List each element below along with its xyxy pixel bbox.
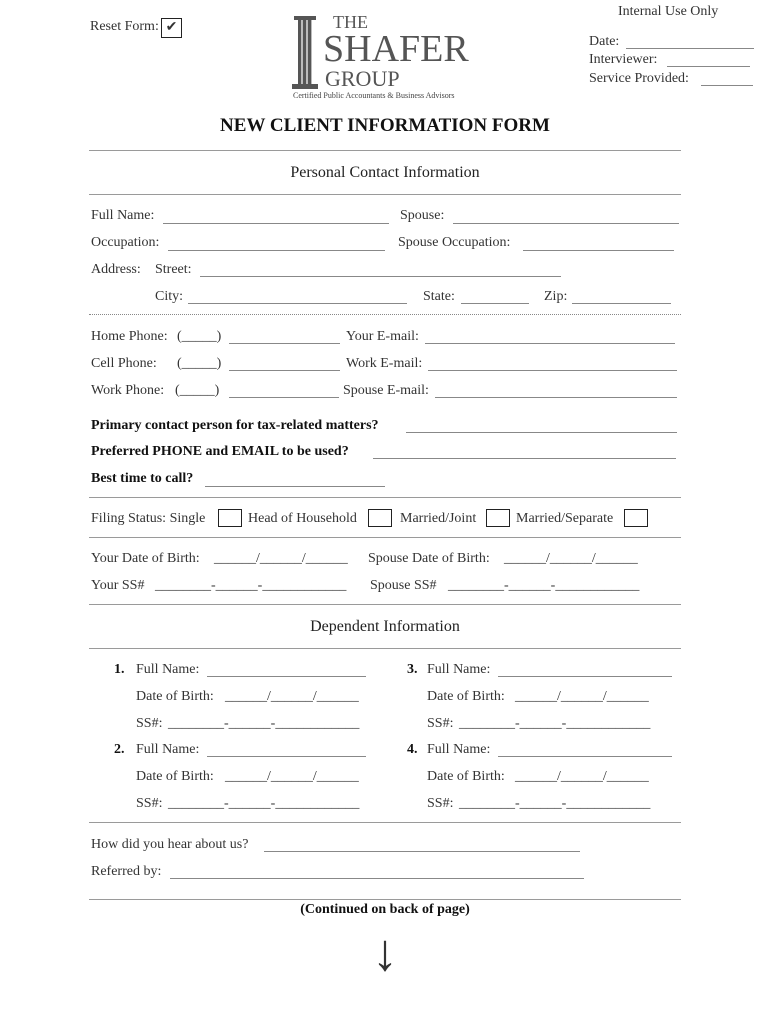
full-name-label: Full Name: [91,208,155,223]
city-label: City: [155,289,184,304]
zip-field[interactable] [572,303,671,304]
work-phone-field[interactable] [229,397,339,398]
dependent-section-heading: Dependent Information [310,618,460,635]
your-email-label: Your E-mail: [346,329,419,344]
logo-group: GROUP [325,66,400,91]
dependent-4-dob-label: Date of Birth: [427,769,505,784]
divider [89,150,681,151]
married-joint-label: Married/Joint [400,511,477,526]
dependent-2-number: 2. [114,742,125,757]
divider [89,537,681,538]
divider [89,497,681,498]
single-checkbox[interactable] [218,509,242,527]
zip-label: Zip: [544,289,568,304]
form-title: NEW CLIENT INFORMATION FORM [220,115,550,136]
dependent-2-ss-label: SS#: [136,796,163,811]
interviewer-label: Interviewer: [589,52,658,67]
occupation-label: Occupation: [91,235,160,250]
reset-form-label: Reset Form: [90,19,159,34]
spouse-label: Spouse: [400,208,445,223]
primary-contact-label: Primary contact person for tax-related matters? [91,418,379,433]
married-separate-checkbox[interactable] [624,509,648,527]
check-icon: ✔ [165,20,178,35]
dependent-3-name-field[interactable] [498,676,672,677]
logo-shafer: SHAFER [323,28,469,70]
spouse-dob-label: Spouse Date of Birth: [368,551,490,566]
logo-pillar-shaft [298,20,312,84]
divider [89,314,681,315]
work-phone-label: Work Phone: [91,383,165,398]
dependent-3-dob-field[interactable]: ______/______/______ [515,689,649,704]
your-ss-label: Your SS# [91,578,145,593]
divider [89,604,681,605]
dependent-2-name-field[interactable] [207,756,366,757]
preferred-phone-email-field[interactable] [373,458,676,459]
dependent-2-dob-label: Date of Birth: [136,769,214,784]
dependent-4-ss-label: SS#: [427,796,454,811]
dependent-4-dob-field[interactable]: ______/______/______ [515,769,649,784]
head-of-household-label: Head of Household [248,511,357,526]
personal-section-heading: Personal Contact Information [290,164,480,181]
internal-use-label: Internal Use Only [618,4,719,19]
spouse-ss-label: Spouse SS# [370,578,437,593]
dependent-4-ss-field[interactable]: ________-______-____________ [459,796,651,811]
hear-about-us-field[interactable] [264,851,580,852]
address-label: Address: [91,262,141,277]
hear-about-us-label: How did you hear about us? [91,837,249,852]
dependent-2-name-label: Full Name: [136,742,200,757]
spouse-occupation-field[interactable] [523,250,674,251]
service-provided-field[interactable] [701,85,753,86]
dependent-2-dob-field[interactable]: ______/______/______ [225,769,359,784]
cell-phone-area-code[interactable]: (_____) [177,356,222,371]
primary-contact-field[interactable] [406,432,677,433]
dependent-1-dob-label: Date of Birth: [136,689,214,704]
dependent-1-ss-label: SS#: [136,716,163,731]
logo-tagline: Certified Public Accountants & Business Advisors [293,91,455,100]
filing-status-single-label: Filing Status: Single [91,511,206,526]
dependent-1-dob-field[interactable]: ______/______/______ [225,689,359,704]
dependent-4-name-field[interactable] [498,756,672,757]
full-name-field[interactable] [163,223,389,224]
best-time-label: Best time to call? [91,471,194,486]
dependent-3-dob-label: Date of Birth: [427,689,505,704]
continued-note: (Continued on back of page) [300,902,470,917]
divider [89,899,681,900]
head-of-household-checkbox[interactable] [368,509,392,527]
date-field[interactable] [626,48,754,49]
best-time-field[interactable] [205,486,385,487]
preferred-phone-email-label: Preferred PHONE and EMAIL to be used? [91,444,349,459]
dependent-3-ss-label: SS#: [427,716,454,731]
occupation-field[interactable] [168,250,385,251]
home-phone-label: Home Phone: [91,329,168,344]
married-joint-checkbox[interactable] [486,509,510,527]
referred-by-field[interactable] [170,878,584,879]
home-phone-area-code[interactable]: (_____) [177,329,222,344]
dependent-1-name-label: Full Name: [136,662,200,677]
interviewer-field[interactable] [667,66,750,67]
street-field[interactable] [200,276,561,277]
work-email-field[interactable] [428,370,677,371]
state-field[interactable] [461,303,529,304]
your-email-field[interactable] [425,343,675,344]
your-ss-field[interactable]: ________-______-____________ [155,578,347,593]
dependent-3-number: 3. [407,662,418,677]
cell-phone-field[interactable] [229,370,340,371]
date-label: Date: [589,34,620,49]
work-email-label: Work E-mail: [346,356,423,371]
home-phone-field[interactable] [229,343,340,344]
your-dob-field[interactable]: ______/______/______ [214,551,348,566]
logo-the: THE [333,12,368,32]
city-field[interactable] [188,303,407,304]
spouse-field[interactable] [453,223,679,224]
dependent-1-number: 1. [114,662,125,677]
divider [89,648,681,649]
street-label: Street: [155,262,192,277]
spouse-occupation-label: Spouse Occupation: [398,235,511,250]
spouse-email-label: Spouse E-mail: [343,383,429,398]
logo-pillar-base [292,84,318,89]
married-separate-label: Married/Separate [516,511,614,526]
your-dob-label: Your Date of Birth: [91,551,200,566]
dependent-4-name-label: Full Name: [427,742,491,757]
spouse-ss-field[interactable]: ________-______-____________ [448,578,640,593]
state-label: State: [423,289,455,304]
divider [89,194,681,195]
divider [89,822,681,823]
dependent-2-ss-field[interactable]: ________-______-____________ [168,796,360,811]
cell-phone-label: Cell Phone: [91,356,157,371]
reset-form-checkbox[interactable] [161,18,182,38]
spouse-dob-field[interactable]: ______/______/______ [504,551,638,566]
dependent-1-ss-field[interactable]: ________-______-____________ [168,716,360,731]
dependent-1-name-field[interactable] [207,676,366,677]
arrow-down-icon: ↓ [372,925,398,982]
spouse-email-field[interactable] [435,397,677,398]
dependent-4-number: 4. [407,742,418,757]
dependent-3-name-label: Full Name: [427,662,491,677]
dependent-3-ss-field[interactable]: ________-______-____________ [459,716,651,731]
referred-by-label: Referred by: [91,864,162,879]
service-provided-label: Service Provided: [589,71,689,86]
work-phone-area-code[interactable]: (_____) [175,383,220,398]
